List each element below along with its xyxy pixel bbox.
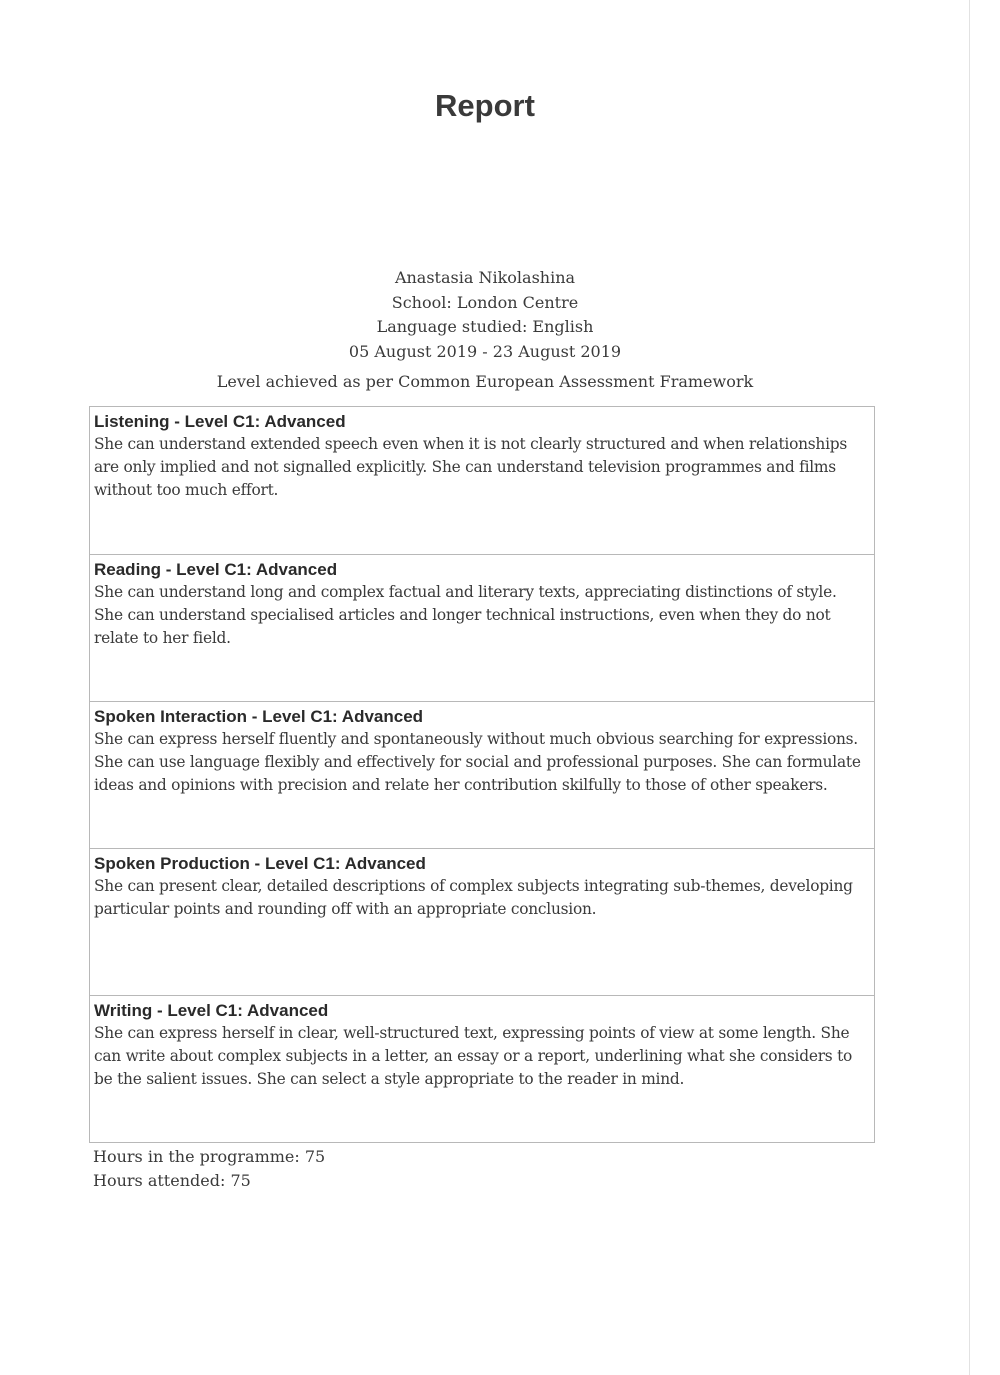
student-name: Anastasia Nikolashina bbox=[394, 268, 576, 287]
hours-attended: Hours attended: 75 bbox=[93, 1171, 251, 1190]
section-description: She can express herself in clear, well-structured text, expressing points of view at some length. She can write about complex subjects in a letter, an essay or a report, underlining what she considers to be the salient issues. She can select a style appropriate to the reader in mind. bbox=[94, 1024, 853, 1088]
section-heading: Spoken Production - Level C1: Advanced bbox=[94, 854, 426, 873]
language-studied: Language studied: English bbox=[376, 317, 594, 337]
section-reading bbox=[90, 554, 874, 701]
hours-summary bbox=[93, 1145, 325, 1193]
section-description: She can present clear, detailed descriptions of complex subjects integrating sub-themes, developing particular points and rounding off with an appropriate conclusion. bbox=[94, 877, 853, 918]
page-edge bbox=[969, 0, 970, 1375]
section-heading: Writing - Level C1: Advanced bbox=[94, 1001, 329, 1020]
section-description: She can understand extended speech even when it is not clearly structured and when relationships are only implied and not signalled explicitly. She can understand television programmes and films without too much effort. bbox=[94, 435, 848, 499]
skills-table bbox=[89, 406, 875, 1143]
section-listening bbox=[90, 407, 874, 554]
student-info bbox=[0, 266, 970, 364]
framework-note: Level achieved as per Common European Assessment Framework bbox=[216, 372, 754, 391]
hours-in-programme: Hours in the programme: 75 bbox=[93, 1147, 326, 1166]
section-spoken-production bbox=[90, 848, 874, 995]
course-dates: 05 August 2019 - 23 August 2019 bbox=[348, 341, 622, 361]
section-heading: Spoken Interaction - Level C1: Advanced bbox=[94, 707, 424, 726]
section-heading: Listening - Level C1: Advanced bbox=[94, 412, 346, 431]
section-description: She can express herself fluently and spontaneously without much obvious searching for expressions. She can use language flexibly and effectively for social and professional purposes. She can formulate ideas and opinions with precision and relate her contribution skilfully to those of other speakers. bbox=[94, 730, 861, 794]
section-description: She can understand long and complex factual and literary texts, appreciating distinctions of style. She can understand specialised articles and longer technical instructions, even when they do not relate to her field. bbox=[94, 583, 837, 647]
section-spoken-interaction bbox=[90, 701, 874, 848]
section-writing bbox=[90, 995, 874, 1142]
school-name: School: London Centre bbox=[391, 292, 579, 312]
section-heading: Reading - Level C1: Advanced bbox=[94, 560, 338, 579]
report-title: Report bbox=[435, 88, 535, 123]
